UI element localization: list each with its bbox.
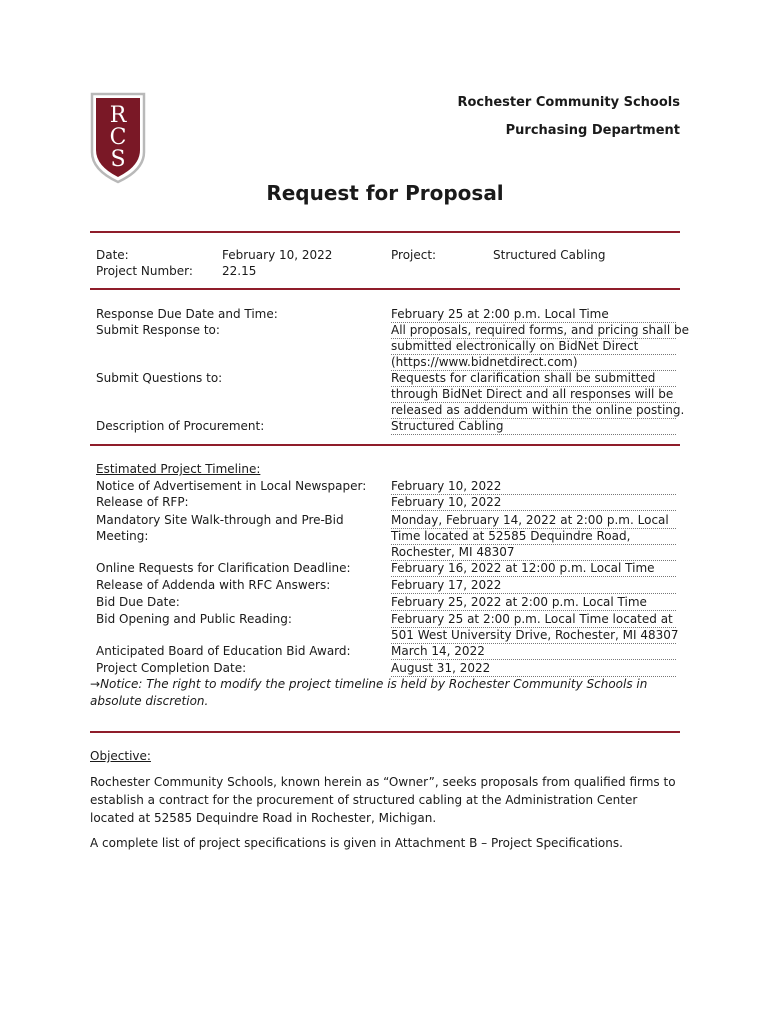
timeline-label: Anticipated Board of Education Bid Award: (96, 644, 351, 658)
timeline-value: February 17, 2022 (391, 577, 676, 594)
arrow-icon: → (90, 677, 101, 691)
submit-value-line: All proposals, required forms, and pricing shall be (391, 323, 689, 337)
timeline-value: 501 West University Drive, Rochester, MI 48307 (391, 628, 679, 642)
dept-name: Purchasing Department (505, 123, 680, 138)
timeline-label: Release of RFP: (96, 495, 189, 509)
questions-value-line: through BidNet Direct and all responses will be (391, 386, 676, 403)
objective-heading: Objective: (90, 749, 151, 763)
timeline-label: Release of Addenda with RFC Answers: (96, 578, 331, 592)
timeline-value: February 10, 2022 (391, 494, 676, 511)
timeline-value: August 31, 2022 (391, 660, 676, 677)
timeline-value: February 10, 2022 (391, 478, 676, 495)
divider (90, 288, 680, 290)
org-name: Rochester Community Schools (457, 95, 680, 110)
objective-paragraph: A complete list of project specifications is given in Attachment B – Project Specifications. (90, 836, 623, 850)
submit-label: Submit Response to: (96, 323, 220, 337)
submit-value-line: (https://www.bidnetdirect.com) (391, 354, 676, 371)
timeline-value: Rochester, MI 48307 (391, 544, 676, 561)
due-value: February 25 at 2:00 p.m. Local Time (391, 306, 676, 323)
questions-label: Submit Questions to: (96, 371, 223, 385)
timeline-label: Meeting: (96, 529, 149, 543)
timeline-value: Monday, February 14, 2022 at 2:00 p.m. Local (391, 512, 676, 529)
questions-value-line: released as addendum within the online posting. (391, 403, 685, 417)
logo-letter-s: S (110, 147, 126, 172)
project-number-label: Project Number: (96, 264, 193, 278)
project-label: Project: (391, 248, 437, 262)
timeline-label: Notice of Advertisement in Local Newspaper: (96, 479, 367, 493)
timeline-notice (90, 676, 680, 710)
timeline-label: Mandatory Site Walk-through and Pre-Bid (96, 513, 344, 527)
description-value: Structured Cabling (391, 418, 676, 435)
notice-text: Notice: The right to modify the project timeline is held by Rochester Community Schools in absolute discretion. (90, 677, 648, 708)
divider (90, 444, 680, 446)
timeline-value: February 25 at 2:00 p.m. Local Time located at (391, 611, 676, 628)
due-label: Response Due Date and Time: (96, 307, 278, 321)
timeline-value: February 16, 2022 at 12:00 p.m. Local Time (391, 560, 676, 577)
project-number-value: 22.15 (222, 264, 257, 278)
logo-letter-c: C (109, 125, 127, 150)
page-title: Request for Proposal (266, 181, 504, 205)
timeline-value: March 14, 2022 (391, 643, 676, 660)
divider (90, 731, 680, 733)
questions-value-line: Requests for clarification shall be submitted (391, 370, 676, 387)
rcs-logo (90, 92, 146, 184)
logo-letter-r: R (109, 103, 127, 128)
timeline-value: February 25, 2022 at 2:00 p.m. Local Time (391, 594, 676, 611)
date-label: Date: (96, 248, 129, 262)
objective-paragraph: Rochester Community Schools, known herein as “Owner”, seeks proposals from qualified firms to establish a contract for the procurement of structured cabling at the Administration Center located at 52585 Dequindre Road in Rochester, Michigan. (90, 775, 676, 825)
timeline-value: Time located at 52585 Dequindre Road, (391, 528, 676, 545)
timeline-label: Bid Due Date: (96, 595, 180, 609)
timeline-label: Bid Opening and Public Reading: (96, 612, 292, 626)
description-label: Description of Procurement: (96, 419, 265, 433)
project-value: Structured Cabling (493, 248, 606, 262)
submit-value-line: submitted electronically on BidNet Direct (391, 338, 676, 355)
timeline-heading: Estimated Project Timeline: (96, 462, 261, 476)
divider (90, 231, 680, 233)
date-value: February 10, 2022 (222, 248, 333, 262)
timeline-label: Project Completion Date: (96, 661, 247, 675)
timeline-label: Online Requests for Clarification Deadline: (96, 561, 351, 575)
